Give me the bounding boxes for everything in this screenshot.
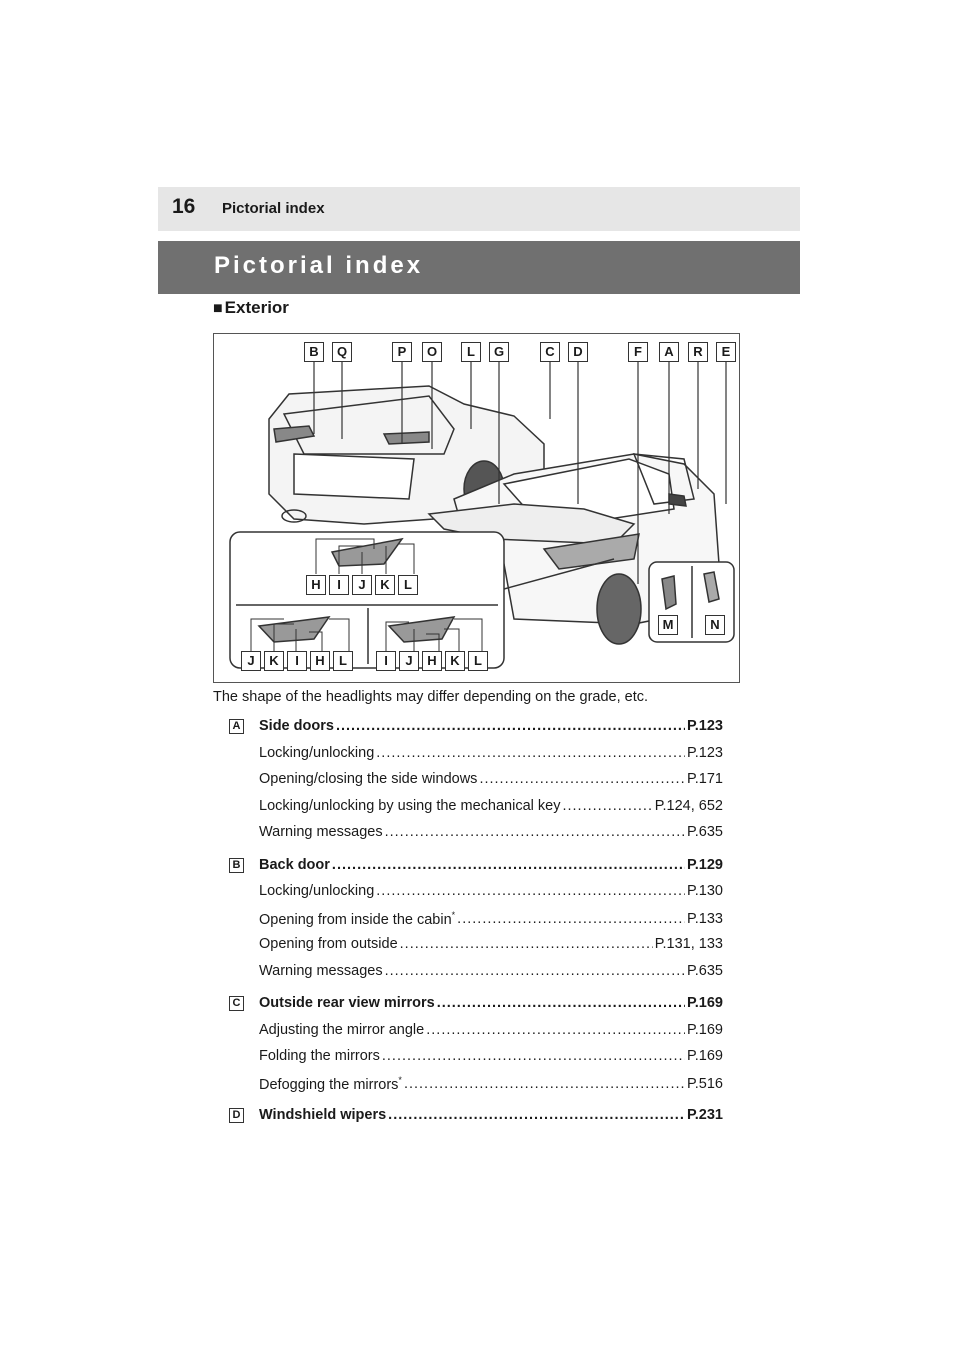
entry-title: Back door bbox=[259, 856, 330, 873]
subitem-text: Locking/unlocking bbox=[259, 744, 375, 761]
entry-subitem bbox=[229, 936, 723, 963]
entry-subitem bbox=[229, 1075, 723, 1102]
inset-callout-label: K bbox=[375, 575, 395, 595]
subitem-page-link[interactable]: P.635 bbox=[686, 824, 723, 840]
entry-title: Outside rear view mirrors bbox=[259, 995, 435, 1011]
callout-label-c: C bbox=[540, 342, 560, 362]
inset-callout-label: M bbox=[658, 615, 678, 635]
entry-page-link[interactable]: P.129 bbox=[686, 856, 723, 873]
inset-callout-label: K bbox=[264, 651, 284, 671]
entry-subitem bbox=[229, 824, 723, 851]
subitem-page-link[interactable]: P.635 bbox=[686, 962, 723, 979]
entry-subitem bbox=[229, 1048, 723, 1075]
callout-label-e: E bbox=[716, 342, 736, 362]
entry-subitem bbox=[229, 883, 723, 910]
callout-label-p: P bbox=[392, 342, 412, 362]
entry-letter-badge: D bbox=[229, 1108, 244, 1123]
index-entries bbox=[229, 718, 723, 1134]
entry-heading bbox=[229, 718, 723, 745]
subitem-text: Warning messages bbox=[259, 962, 383, 979]
inset-callout-label: I bbox=[287, 651, 307, 671]
exterior-illustration bbox=[213, 333, 740, 683]
callout-label-l: L bbox=[461, 342, 481, 362]
callout-label-b: B bbox=[304, 342, 324, 362]
callout-label-d: D bbox=[568, 342, 588, 362]
subitem-page-link[interactable]: P.169 bbox=[686, 1048, 723, 1064]
entry-subitem bbox=[229, 745, 723, 772]
entry-heading bbox=[229, 995, 723, 1022]
inset-callout-label: J bbox=[241, 651, 261, 671]
subitem-text: Locking/unlocking by using the mechanical key bbox=[259, 797, 561, 814]
subitem-text: Opening from inside the cabin* bbox=[259, 909, 456, 928]
square-bullet-icon: ■ bbox=[213, 300, 223, 317]
entry-subitem bbox=[229, 910, 723, 937]
figure-caption: The shape of the headlights may differ depending on the grade, etc. bbox=[213, 689, 649, 705]
page-header bbox=[158, 187, 800, 231]
inset-callout-label: I bbox=[329, 575, 349, 595]
inset-callout-label: N bbox=[705, 615, 725, 635]
callout-label-r: R bbox=[688, 342, 708, 362]
entry-subitem bbox=[229, 1022, 723, 1049]
entry-letter-badge: B bbox=[229, 858, 244, 873]
page-number: 16 bbox=[172, 195, 196, 218]
entry-subitem bbox=[229, 798, 723, 825]
entry-page-link[interactable]: P.123 bbox=[686, 718, 723, 734]
inset-callout-label: L bbox=[468, 651, 488, 671]
callout-label-o: O bbox=[422, 342, 442, 362]
inset-callout-label: K bbox=[445, 651, 465, 671]
entry-title: Windshield wipers bbox=[259, 1107, 387, 1123]
section-title: Pictorial index bbox=[214, 252, 424, 279]
subsection-label: Exterior bbox=[224, 298, 289, 317]
section-title-band bbox=[158, 241, 800, 294]
subitem-page-link[interactable]: P.124, 652 bbox=[654, 797, 723, 814]
subitem-text: Folding the mirrors bbox=[259, 1048, 380, 1064]
footnote-marker: * bbox=[451, 909, 456, 920]
subitem-page-link[interactable]: P.171 bbox=[686, 771, 723, 787]
entry-subitem bbox=[229, 963, 723, 990]
subitem-page-link[interactable]: P.123 bbox=[686, 744, 723, 761]
subitem-text: Warning messages bbox=[259, 824, 383, 840]
inset-callout-label: L bbox=[398, 575, 418, 595]
callout-label-g: G bbox=[489, 342, 509, 362]
subitem-text: Opening/closing the side windows bbox=[259, 771, 478, 787]
callout-label-f: F bbox=[628, 342, 648, 362]
entry-letter-badge: A bbox=[229, 719, 244, 734]
subitem-text: Adjusting the mirror angle bbox=[259, 1021, 425, 1038]
subitem-page-link[interactable]: P.130 bbox=[686, 883, 723, 899]
entry-heading bbox=[229, 857, 723, 884]
inset-callout-label: J bbox=[399, 651, 419, 671]
entry-letter-badge: C bbox=[229, 996, 244, 1011]
header-title: Pictorial index bbox=[222, 200, 325, 217]
entry-title: Side doors bbox=[259, 718, 334, 734]
entry-heading bbox=[229, 1107, 723, 1134]
subitem-text: Locking/unlocking bbox=[259, 883, 375, 899]
subitem-text: Defogging the mirrors* bbox=[259, 1074, 402, 1093]
subitem-page-link[interactable]: P.133 bbox=[686, 911, 723, 928]
inset-callout-label: H bbox=[310, 651, 330, 671]
subitem-page-link[interactable]: P.169 bbox=[686, 1021, 723, 1038]
callout-label-q: Q bbox=[332, 342, 352, 362]
inset-callout-label: H bbox=[422, 651, 442, 671]
subitem-page-link[interactable]: P.516 bbox=[686, 1076, 723, 1093]
inset-callout-label: J bbox=[352, 575, 372, 595]
footnote-marker: * bbox=[398, 1074, 402, 1085]
entry-subitem bbox=[229, 771, 723, 798]
entry-page-link[interactable]: P.169 bbox=[686, 995, 723, 1011]
inset-callout-label: H bbox=[306, 575, 326, 595]
inset-callout-label: I bbox=[376, 651, 396, 671]
inset-callout-label: L bbox=[333, 651, 353, 671]
subitem-page-link[interactable]: P.131, 133 bbox=[654, 936, 723, 952]
subitem-text: Opening from outside bbox=[259, 936, 398, 952]
callout-label-a: A bbox=[659, 342, 679, 362]
entry-page-link[interactable]: P.231 bbox=[686, 1107, 723, 1123]
subsection-heading bbox=[213, 298, 289, 318]
